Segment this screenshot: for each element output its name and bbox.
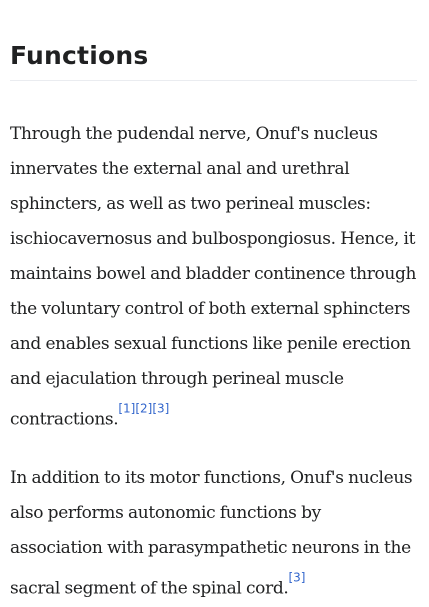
paragraph-text: In addition to its motor functions, Onuf's nucleus also performs autonomic functions by association with parasympathetic neurons in the sacral segment of the spinal cord. (10, 467, 413, 599)
paragraph-functions-autonomic (10, 461, 417, 607)
citation-group (288, 569, 306, 591)
citation-link-3[interactable]: [3] (152, 401, 170, 416)
paragraph-functions-motor (10, 117, 417, 438)
section-heading: Functions (10, 0, 417, 81)
citation-link-1[interactable]: [1] (118, 401, 136, 416)
paragraph-text: Through the pudendal nerve, Onuf's nucleus innervates the external anal and urethral sphincters, as well as two perineal muscles: ischiocavernosus and bulbospongiosus. Hence, it maintains bowel and bladder continence through the voluntary control of both external sphincters and enables sexual functions like penile erection and ejaculation through perineal muscle contractions. (10, 124, 417, 430)
citation-group (118, 401, 170, 422)
citation-link-3[interactable]: [3] (288, 569, 306, 584)
article-content (10, 0, 417, 606)
citation-link-2[interactable]: [2] (135, 401, 153, 416)
